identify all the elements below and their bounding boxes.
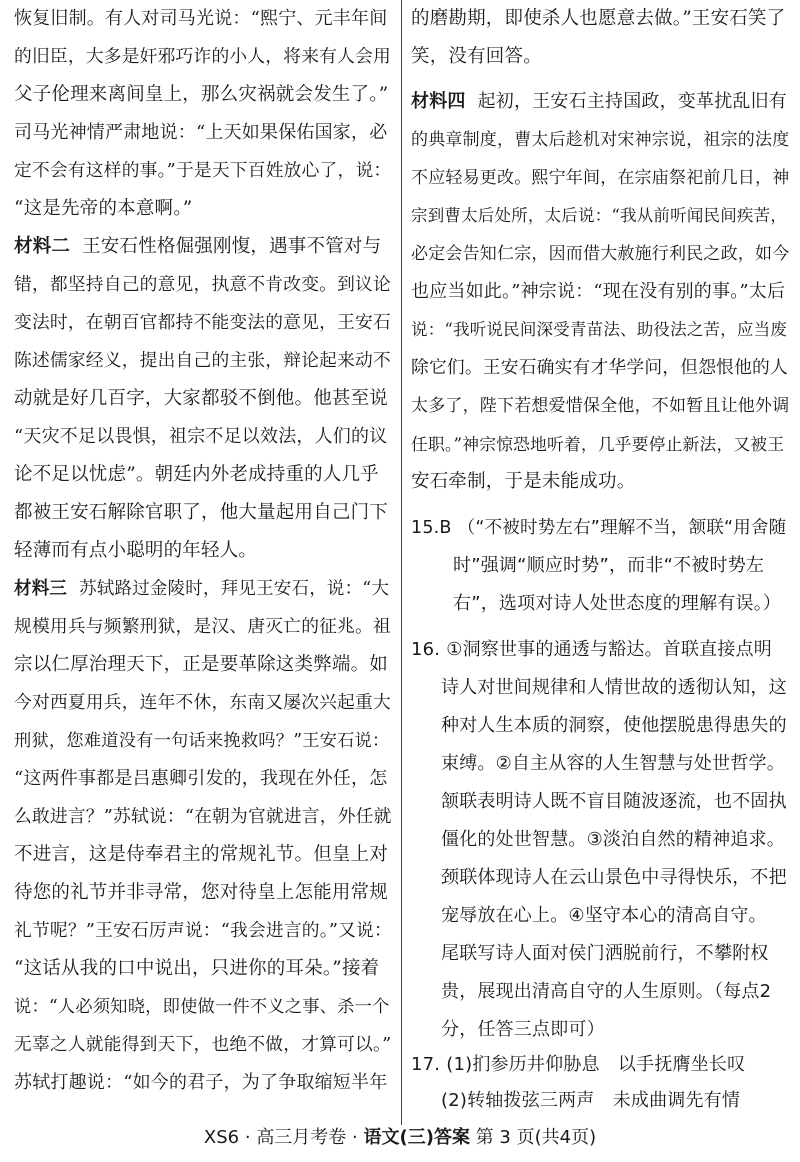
text-line: 颔联表明诗人既不盲目随波逐流，也不固执 xyxy=(441,791,787,812)
text-line: 规模用兵与频繁刑狱，是汉、唐灭亡的征兆。祖 xyxy=(14,617,391,637)
text-line: 恢复旧制。有人对司马光说：“熙宁、元丰年间 xyxy=(14,8,388,29)
text-line: 也应当如此。”神宗说：“现在没有别的事。”太后 xyxy=(411,281,786,302)
text-line: 待您的礼节并非寻常，您对待皇上怎能用常规 xyxy=(14,882,389,903)
text-line: 论不足以忧虑”。朝廷内外老成持重的人几乎 xyxy=(14,464,379,485)
text-line: 么敢进言？”苏轼说：“在朝为官就进言，外任就 xyxy=(14,807,392,827)
material-heading xyxy=(14,570,389,608)
answer-17 xyxy=(411,1046,745,1084)
text-line: 的旧臣，大多是奸邪巧诈的小人，将来有人会用 xyxy=(14,47,391,67)
footer-subject: 语文(三)答案 xyxy=(363,1127,470,1148)
text-line: 宗到曹太后处所，太后说：“我从前听闻民间疾苦， xyxy=(411,206,788,225)
text-line: 贵，展现出清高自守的人生原则。（每点2 xyxy=(441,981,772,1002)
material-label: 材料二 xyxy=(14,236,71,257)
text-line: 宠辱放在心上。④坚守本心的清高自守。 xyxy=(441,905,767,926)
text-line: 王安石性格倔强刚愎，遇事不管对与 xyxy=(82,236,382,257)
text-line: “这话从我的口中说出，只进你的耳朵。”接着 xyxy=(14,958,380,979)
text-line: 起初，王安石主持国政，变革扰乱旧有 xyxy=(477,91,788,112)
text-line: 束缚。②自主从容的人生智慧与处世哲学。 xyxy=(441,753,785,774)
text-line: 刑狱，您难道没有一句话来挽救吗？”王安石说： xyxy=(14,731,390,751)
text-line: 分，任答三点即可） xyxy=(441,1019,605,1040)
text-line: 太多了，陛下若想爱惜保全他，不如暂且让他外调 xyxy=(411,396,790,416)
text-line: 僵化的处世智慧。③淡泊自然的精神追求。 xyxy=(441,829,785,850)
question-number: 16. xyxy=(411,639,441,660)
material-heading xyxy=(14,228,381,266)
text-line: 苏轼打趣说：“如今的君子，为了争取缩短半年 xyxy=(14,1072,388,1093)
text-line: 陈述儒家经义，提出自己的主张，辩论起来动不 xyxy=(14,351,391,371)
text-line: 不进言，这是侍奉君主的常规礼节。但皇上对 xyxy=(14,844,389,865)
material-label: 材料四 xyxy=(411,91,466,112)
text-line: 的磨勘期，即使杀人也愿意去做。”王安石笑了 xyxy=(411,8,786,29)
text-line: 轻薄而有点小聪明的年轻人。 xyxy=(14,540,258,561)
text-line: 父子伦理来离间皇上，那么灾祸就会发生了。” xyxy=(14,84,389,105)
text-line: 尾联写诗人面对侯门洒脱前行，不攀附权 xyxy=(441,943,769,964)
footer-separator: · xyxy=(244,1127,251,1148)
material-heading xyxy=(411,83,787,121)
text-line: 诗人对世间规律和人情世故的透彻认知，这 xyxy=(441,677,787,698)
text-line: 错，都坚持自己的意见，执意不肯改变。到议论 xyxy=(14,275,391,295)
text-line: 除它们。王安石确实有才华学问，但怨恨他的人 xyxy=(411,358,788,378)
answer-15 xyxy=(411,509,786,547)
text-line: 宗以仁厚治理天下，正是要革除这类弊端。如 xyxy=(14,654,389,675)
footer-separator: · xyxy=(352,1127,358,1148)
answer-16 xyxy=(411,631,772,669)
text-line: 说：“人必须知晓，即使做一件不义之事、杀一个 xyxy=(14,997,390,1017)
question-number: 15.B xyxy=(411,518,452,538)
text-line: 时”强调“顺应时势”，而非“不被时势左 xyxy=(453,555,765,576)
text-line: “这两件事都是吕惠卿引发的，我现在外任，怎 xyxy=(14,768,388,789)
text-line: 变法时，在朝百官都持不能变法的意见，王安石 xyxy=(14,313,391,333)
text-line: 司马光神情严肃地说：“上天如果保佑国家，必 xyxy=(14,122,388,143)
footer-page-number: 第 3 页(共4页) xyxy=(475,1127,597,1148)
text-line: 苏轼路过金陵时，拜见王安石，说：“大 xyxy=(79,579,390,599)
text-line: 必定会告知仁宗，因而借大赦施行利民之政，如今 xyxy=(411,244,790,264)
footer-exam: 高三月考卷 xyxy=(256,1127,347,1148)
text-line: 的典章制度，曹太后趁机对宋神宗说，祖宗的法度 xyxy=(411,130,790,150)
material-label: 材料三 xyxy=(14,579,68,599)
text-line: (1)扪参历井仰胁息 以手抚膺坐长叹 xyxy=(446,1054,746,1075)
text-line: ①洞察世事的通透与豁达。首联直接点明 xyxy=(446,639,772,660)
text-line: 今对西夏用兵，连年不休，东南又屡次兴起重大 xyxy=(14,693,391,713)
text-line: 说：“我听说民间深受青苗法、助役法之苦，应当废 xyxy=(411,320,788,339)
text-line: (2)转轴拨弦三两声 未成曲调先有情 xyxy=(441,1090,741,1111)
text-line: 不应轻易更改。熙宁年间，在宗庙祭祀前几日，神 xyxy=(411,168,790,188)
text-line: 安石牵制，于是未能成功。 xyxy=(411,471,636,492)
page-footer xyxy=(0,1118,800,1158)
text-line: “这是先帝的本意啊。” xyxy=(14,198,193,219)
column-divider xyxy=(401,0,402,1125)
text-line: 礼节呢？”王安石厉声说：“我会进言的。”又说： xyxy=(14,921,392,941)
text-line: 笑，没有回答。 xyxy=(411,46,542,67)
text-line: 定不会有这样的事。”于是天下百姓放心了，说： xyxy=(14,161,392,181)
text-line: 动就是好几百字，大家都驳不倒他。他甚至说 xyxy=(14,388,389,409)
text-line: 无辜之人就能得到天下，也绝不做，才算可以。” xyxy=(14,1035,392,1055)
text-line: 颈联体现诗人在云山景色中寻得快乐，不把 xyxy=(441,867,787,888)
question-number: 17. xyxy=(411,1054,441,1075)
text-line: 都被王安石解除官职了，他大量起用自己门下 xyxy=(14,502,389,523)
text-line: 种对人生本质的洞察，使他摆脱患得患失的 xyxy=(441,715,787,736)
text-line: （“不被时势左右”理解不当，颔联“用舍随 xyxy=(457,518,787,538)
footer-code: XS6 xyxy=(203,1127,240,1148)
text-line: “天灾不足以畏惧，祖宗不足以效法，人们的议 xyxy=(14,426,388,447)
text-line: 右”，选项对诗人处世态度的理解有误。） xyxy=(453,593,782,614)
text-line: 任职。”神宗惊恐地听着，几乎要停止新法，又被王 xyxy=(411,434,785,454)
